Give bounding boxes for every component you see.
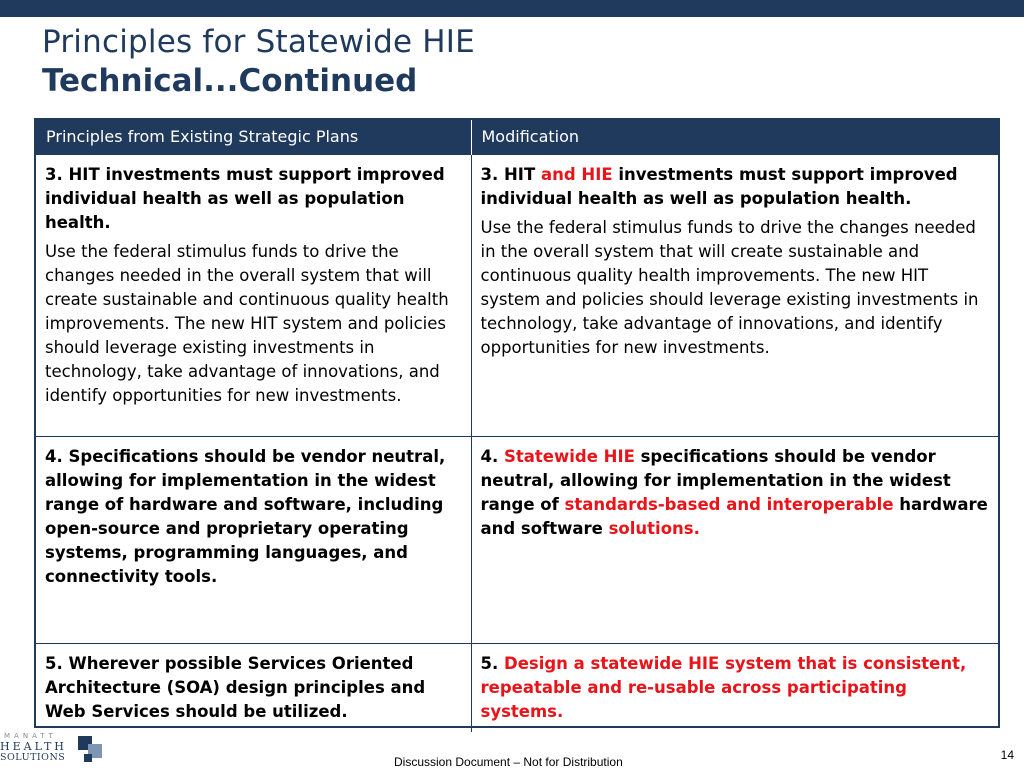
modification-4-added-c: solutions.: [608, 518, 700, 538]
principle-5-text: 5. Wherever possible Services Oriented Architecture (SOA) design principles and Web Services should be utilized.: [45, 653, 426, 721]
manatt-health-solutions-logo: [0, 730, 110, 768]
principle-3-body: Use the federal stimulus funds to drive the changes needed in the overall system that will create sustainable and continuous quality health improvements. The new HIT system and policies should leverage existing investments in technology, take advantage of innovations, and identify opportunities for new investments.: [45, 241, 449, 405]
principles-table: [34, 118, 1000, 728]
logo-square-icon: [84, 754, 92, 762]
header-modification: Modification: [471, 120, 998, 154]
logo-health-text: HEALTH: [0, 740, 67, 753]
top-banner-bar: [0, 0, 1024, 17]
footer-confidentiality-note: Discussion Document – Not for Distribution: [394, 755, 623, 768]
logo-solutions-text: SOLUTIONS: [0, 752, 66, 763]
modification-5-text-a: 5.: [480, 653, 504, 673]
slide-subtitle: Technical...Continued: [42, 63, 418, 99]
modification-5-added-a: Design a statewide HIE system that is consistent, repeatable and re-usable across participating systems.: [480, 653, 967, 721]
table-header-row: [36, 120, 998, 154]
modification-3-heading: [481, 163, 990, 211]
modification-3-added-a: and HIE: [540, 164, 613, 184]
modification-3-text-b: investments must support improved individual health as well as population health.: [480, 164, 958, 208]
principle-4-text: 4. Specifications should be vendor neutral, allowing for implementation in the widest range of hardware and software, including open-source and proprietary operating systems, programming languages, and connectivity tools.: [45, 446, 446, 586]
slide-title: Principles for Statewide HIE: [42, 24, 475, 60]
modification-3-text-a: 3. HIT: [480, 164, 541, 184]
header-existing-principles: Principles from Existing Strategic Plans: [36, 120, 471, 154]
existing-principle-4: [36, 436, 471, 643]
modification-4-text-b: specifications should be vendor neutral, allowing for implementation in the widest range of: [480, 446, 951, 514]
modification-5-text: [481, 652, 990, 724]
modification-4-text-c: hardware and software: [480, 494, 988, 538]
logo-manatt-text: MANATT: [4, 732, 57, 740]
modification-4: [471, 436, 998, 643]
modification-4-text: [481, 445, 990, 541]
modification-3-body: Use the federal stimulus funds to drive the changes needed in the overall system that will create sustainable and continuous quality health improvements. The new HIT system and policies should leverage existing investments in technology, take advantage of innovations, and identify opportunities for new investments.: [480, 217, 979, 357]
existing-principle-5: [36, 643, 471, 732]
principle-3-heading: 3. HIT investments must support improved individual health as well as population health.: [45, 164, 445, 232]
modification-5: [471, 643, 998, 732]
existing-principle-3: [36, 154, 471, 436]
table-row: [36, 436, 998, 643]
table-row: [36, 154, 998, 436]
page-number: 14: [1000, 748, 1014, 762]
modification-4-text-a: 4.: [480, 446, 504, 466]
table-row: [36, 643, 998, 732]
modification-4-added-b: standards-based and interoperable: [564, 494, 894, 514]
modification-4-added-a: Statewide HIE: [504, 446, 635, 466]
modification-3: [471, 154, 998, 436]
